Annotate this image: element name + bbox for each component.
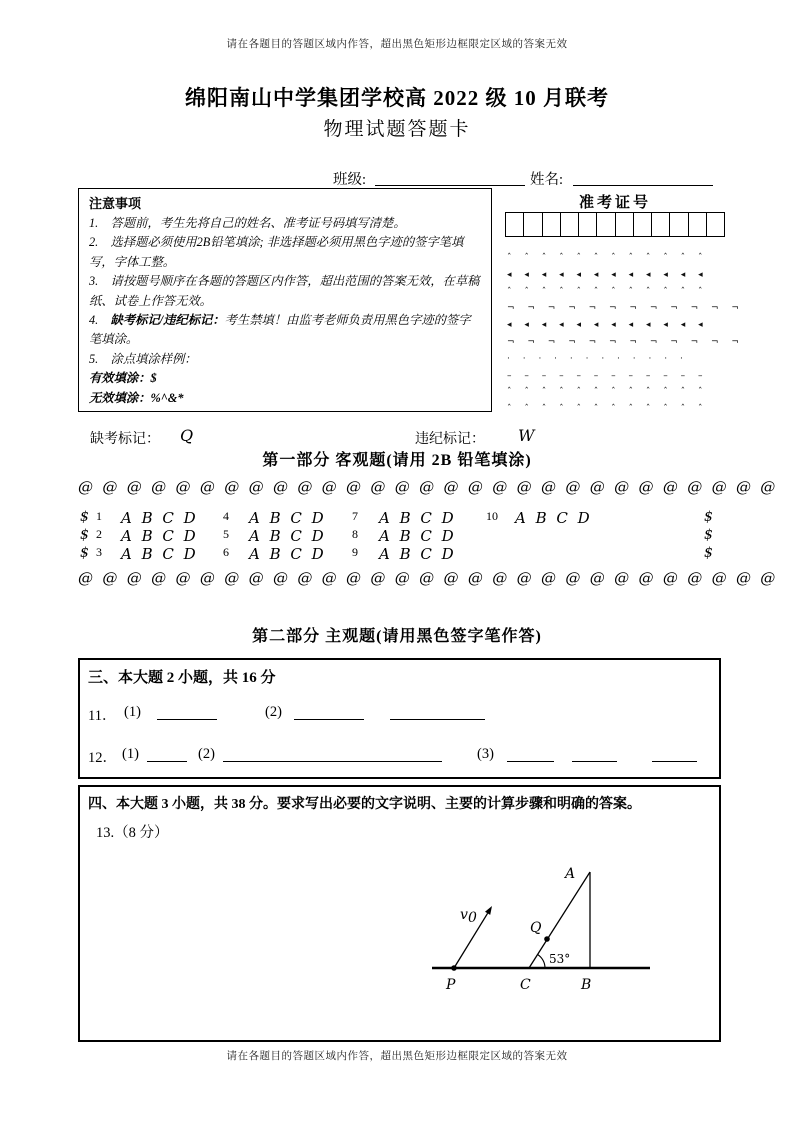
absent-mark-label: 缺考标记： — [90, 430, 160, 446]
class-blank-line — [375, 171, 525, 186]
part2-title: 第二部分 主观题(请用黑色签字笔作答) — [252, 628, 542, 645]
option-bubbles: A B C D — [249, 527, 324, 545]
angle-arc — [538, 955, 545, 969]
admission-cell — [579, 213, 597, 236]
bottom-warning-text: 请在各题目的答题区域内作答，超出黑色矩形边框限定区域的答案无效 — [226, 1051, 568, 1062]
question-number: 10 — [486, 509, 498, 523]
omr-digit-row-8: ˆ ˆ ˆ ˆ ˆ ˆ ˆ ˆ ˆ ˆ ˆ ˆ — [507, 387, 703, 398]
velocity-label: v — [460, 907, 468, 923]
notice-item-5: 5. 涂点填涂样例： — [89, 351, 197, 366]
admission-cell — [561, 213, 579, 236]
name-blank-line — [573, 171, 713, 186]
point-B-label: B — [581, 977, 592, 993]
violation-mark-bubble: W — [518, 426, 535, 445]
option-bubbles: A B C D — [249, 509, 324, 527]
omr-digit-row-7: – – – – – – – – – – – – — [507, 370, 703, 381]
notice-item-4-rest: 考生禁填！由监考老师负责用黑色字迹的签字笔填涂。 — [89, 313, 471, 347]
admission-cell — [616, 213, 634, 236]
violation-mark-label: 违纪标记： — [415, 430, 485, 446]
point-C-label: C — [520, 977, 531, 993]
option-bubbles: A B C D — [249, 545, 324, 563]
point-P-label: P — [446, 977, 456, 993]
notice-item-4 — [89, 311, 481, 350]
question-11-label: 11． — [88, 708, 117, 724]
admission-cell — [524, 213, 542, 236]
question-number: 9 — [352, 545, 358, 559]
omr-digit-row-9: ˆ ˆ ˆ ˆ ˆ ˆ ˆ ˆ ˆ ˆ ˆ ˆ — [507, 404, 703, 415]
option-bubbles: A B C D — [379, 545, 454, 563]
section3-answer-box — [78, 658, 721, 779]
notice-item-3: 3. 请按题号顺序在各题的答题区内作答，超出范围的答案无效，在草稿纸、试卷上作答无效。 — [89, 274, 480, 308]
answer-blank — [157, 706, 217, 720]
omr-digit-row-1: ◂ ◂ ◂ ◂ ◂ ◂ ◂ ◂ ◂ ◂ ◂ ◂ — [507, 269, 703, 280]
question-11-row — [80, 704, 719, 724]
top-warning-text: 请在各题目的答题区域内作答，超出黑色矩形边框限定区域的答案无效 — [226, 39, 568, 50]
notice-item-1: 1. 答题前，考生先将自己的姓名、准考证号码填写清楚。 — [89, 216, 406, 230]
admission-cell — [652, 213, 670, 236]
option-bubbles: A B C D — [121, 509, 196, 527]
point-Q-label: Q — [530, 920, 542, 936]
admission-cell — [543, 213, 561, 236]
objective-answer-row-1 — [0, 509, 794, 527]
option-bubbles: A B C D — [515, 509, 590, 527]
admission-cell — [597, 213, 615, 236]
valid-fill-example — [89, 369, 481, 388]
admission-digit-bubbles — [507, 250, 739, 418]
subpart-label: (3) — [477, 746, 494, 762]
notice-heading: 注意事项 — [89, 196, 142, 211]
question-number: 2 — [96, 527, 102, 541]
sync-mark: $ — [80, 545, 89, 561]
angle-value-label: 53° — [549, 952, 571, 966]
timing-marks-row-bottom: @ @ @ @ @ @ @ @ @ @ @ @ @ @ @ @ @ @ @ @ @ @ @ @ @ @ @ @ @ — [78, 569, 776, 587]
notice-item-4-number: 4. — [89, 313, 111, 328]
question-number: 4 — [223, 509, 229, 523]
student-info-line — [0, 168, 794, 190]
subpart-label: (1) — [122, 746, 139, 762]
timing-marks-row-top: @ @ @ @ @ @ @ @ @ @ @ @ @ @ @ @ @ @ @ @ @ @ @ @ @ @ @ @ @ — [78, 478, 776, 496]
answer-blank — [147, 748, 187, 762]
question-number: 7 — [352, 509, 358, 523]
valid-fill-mark: $ — [150, 371, 157, 386]
invalid-fill-example — [89, 389, 481, 408]
question-number: 6 — [223, 545, 229, 559]
question-number: 3 — [96, 545, 102, 559]
omr-digit-row-4: ◂ ◂ ◂ ◂ ◂ ◂ ◂ ◂ ◂ ◂ ◂ ◂ — [507, 320, 703, 331]
admission-cell — [670, 213, 688, 236]
question-12-label: 12． — [88, 750, 117, 766]
velocity-arrow-head — [485, 906, 492, 915]
omr-digit-row-0: ˆ ˆ ˆ ˆ ˆ ˆ ˆ ˆ ˆ ˆ ˆ ˆ — [507, 253, 703, 263]
omr-digit-row-6: · · · · · · · · · · · · — [507, 353, 683, 364]
sync-mark: $ — [80, 527, 89, 543]
option-bubbles: A B C D — [379, 509, 454, 527]
sync-mark: $ — [704, 509, 713, 525]
answer-blank — [390, 706, 485, 720]
notice-item-4-bold: 缺考标记/违纪标记： — [110, 313, 225, 328]
answer-blank — [294, 706, 364, 720]
name-label: 姓名: — [530, 172, 564, 188]
question-number: 8 — [352, 527, 358, 541]
section3-heading: 三、本大题 2 小题，共 16 分 — [88, 670, 276, 686]
class-label: 班级: — [333, 172, 367, 188]
objective-answer-row-2 — [0, 527, 794, 545]
sync-mark: $ — [704, 527, 713, 543]
exam-title: 绵阳南山中学集团学校高 2022 级 10 月联考 — [185, 86, 609, 110]
option-bubbles: A B C D — [121, 527, 196, 545]
admission-cell — [707, 213, 724, 236]
option-bubbles: A B C D — [379, 527, 454, 545]
subpart-label: (2) — [198, 746, 215, 762]
admission-number-grid — [505, 212, 725, 237]
invalid-fill-label: 无效填涂： — [89, 390, 151, 405]
invalid-fill-mark: %^&* — [150, 390, 184, 405]
special-marks-line — [0, 428, 794, 448]
question-12-row — [80, 746, 719, 766]
sync-mark: $ — [704, 545, 713, 561]
omr-digit-row-5: ¬ ¬ ¬ ¬ ¬ ¬ ¬ ¬ ¬ ¬ ¬ ¬ — [507, 336, 739, 347]
question-number: 1 — [96, 509, 102, 523]
valid-fill-label: 有效填涂： — [89, 371, 151, 386]
notice-box — [78, 188, 492, 412]
section4-answer-box — [78, 785, 721, 1042]
part1-title: 第一部分 客观题(请用 2B 铅笔填涂) — [262, 452, 532, 469]
admission-cell — [689, 213, 707, 236]
notice-item-2: 2. 选择题必须使用2B铅笔填涂; 非选择题必须用黑色字迹的签字笔填写，字体工整。 — [89, 235, 464, 269]
physics-projectile-diagram — [415, 858, 663, 1010]
admission-cell — [634, 213, 652, 236]
objective-answer-row-3 — [0, 545, 794, 563]
question-13-label: 13.（8 分） — [96, 825, 169, 841]
subpart-label: (1) — [124, 704, 141, 720]
velocity-subscript: 0 — [468, 910, 477, 926]
option-bubbles: A B C D — [121, 545, 196, 563]
answer-blank — [507, 748, 554, 762]
point-Q-dot — [544, 936, 550, 942]
point-A-label: A — [565, 866, 576, 882]
omr-digit-row-2: ˆ ˆ ˆ ˆ ˆ ˆ ˆ ˆ ˆ ˆ ˆ ˆ — [507, 286, 703, 297]
answer-blank — [572, 748, 617, 762]
sync-mark: $ — [80, 509, 89, 525]
answer-blank — [223, 748, 442, 762]
subpart-label: (2) — [265, 704, 282, 720]
admission-cell — [506, 213, 524, 236]
section4-heading: 四、本大题 3 小题，共 38 分。要求写出必要的文字说明、主要的计算步骤和明确的答案。 — [88, 797, 641, 812]
answer-blank — [652, 748, 697, 762]
sheet-subtitle: 物理试题答题卡 — [323, 119, 471, 140]
question-number: 5 — [223, 527, 229, 541]
absent-mark-bubble: Q — [180, 426, 194, 445]
admission-number-title: 准考证号 — [578, 195, 651, 211]
point-P-dot — [451, 965, 457, 971]
omr-digit-row-3: ¬ ¬ ¬ ¬ ¬ ¬ ¬ ¬ ¬ ¬ ¬ ¬ — [507, 303, 739, 314]
